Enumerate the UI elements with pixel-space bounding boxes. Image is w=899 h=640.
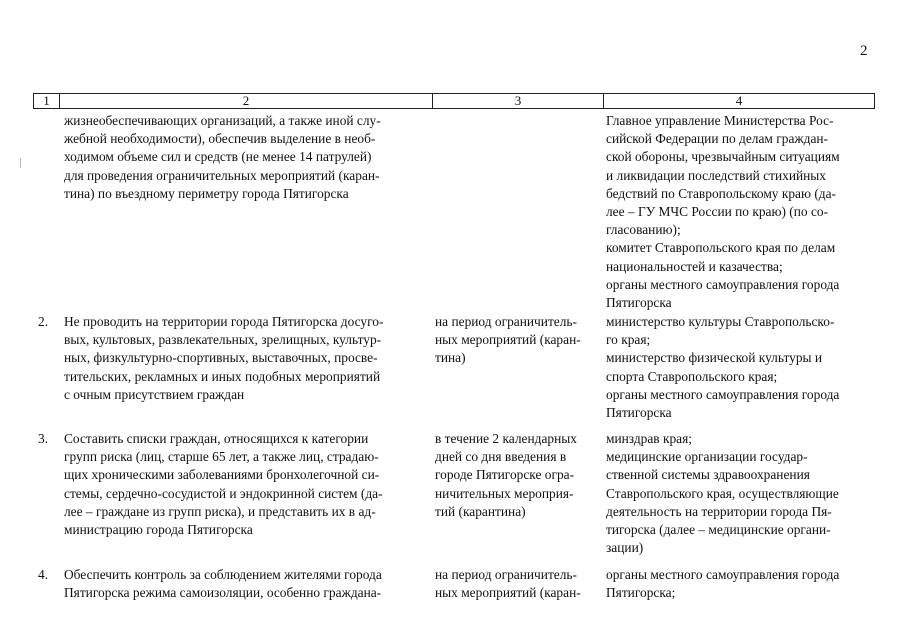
row-3-term: в течение 2 календарных дней со дня введения в городе Пятигорске огра- ничительных мероприя- тий (карантина)	[435, 431, 577, 519]
column-number-4: 4	[604, 94, 875, 109]
row-4-measure: Обеспечить контроль за соблюдением жителями города Пятигорска режима самоизоляции, особенно граждана-	[64, 567, 382, 601]
page-number: 2	[860, 43, 868, 59]
row-3-measure: Составить списки граждан, относящихся к категории групп риска (лиц, старше 65 лет, а также лиц, страдаю- щих хроническими заболеваниями бронхолегочной си- стемы, сердечно-сосудистой и эндокринной систем (да- лее – граждане из групп риска), и представить их в ад- министрацию города Пятигорска	[64, 431, 383, 538]
row-4-term: на период ограничитель- ных мероприятий (каран-	[435, 567, 581, 601]
row-4-number: 4.	[38, 567, 49, 582]
column-number-1: 1	[34, 94, 60, 109]
column-number-2: 2	[60, 94, 433, 109]
row-2-responsible: министерство культуры Ставропольско- го края; министерство физической культуры и спорта Ставропольского края; органы местного самоуправления города Пятигорска	[606, 314, 840, 421]
row-1-responsible: Главное управление Министерства Рос- сийской Федерации по делам граждан- ской обороны, чрезвычайным ситуациям и ликвидации последствий стихийных бедствий по Ставропольскому краю (да- лее – ГУ МЧС России по краю) (по со- гласованию); комитет Ставропольского края по делам национальностей и казачества; органы местного самоуправления города Пятигорска	[606, 113, 840, 311]
row-2-number: 2.	[38, 314, 49, 329]
row-1-measure: жизнеобеспечивающих организаций, а также иной слу- жебной необходимости), обеспечив выделение в необ- ходимом объеме сил и средств (не менее 14 патрулей) для проведения ограничительных мероприятий (каран- тина) по въездному периметру города Пятигорска	[64, 113, 381, 201]
column-header-row	[33, 93, 875, 109]
row-3-number: 3.	[38, 431, 49, 446]
row-4-responsible: органы местного самоуправления города Пятигорска;	[606, 567, 840, 601]
row-2-term: на период ограничитель- ных мероприятий (каран- тина)	[435, 314, 581, 366]
row-2-measure: Не проводить на территории города Пятигорска досуго- вых, культовых, развлекательных, зрелищных, культур- ных, физкультурно-спортивных, выставочных, просве- тительских, рекламных и иных подобных мероприятий с очным присутствием граждан	[64, 314, 384, 402]
scan-edge-mark	[20, 158, 21, 168]
column-number-3: 3	[433, 94, 604, 109]
row-3-responsible: минздрав края; медицинские организации государ- ственной системы здравоохранения Ставропольского края, осуществляющие деятельность на территории города Пя- тигорска (далее – медицинские органи- зации)	[606, 431, 839, 556]
